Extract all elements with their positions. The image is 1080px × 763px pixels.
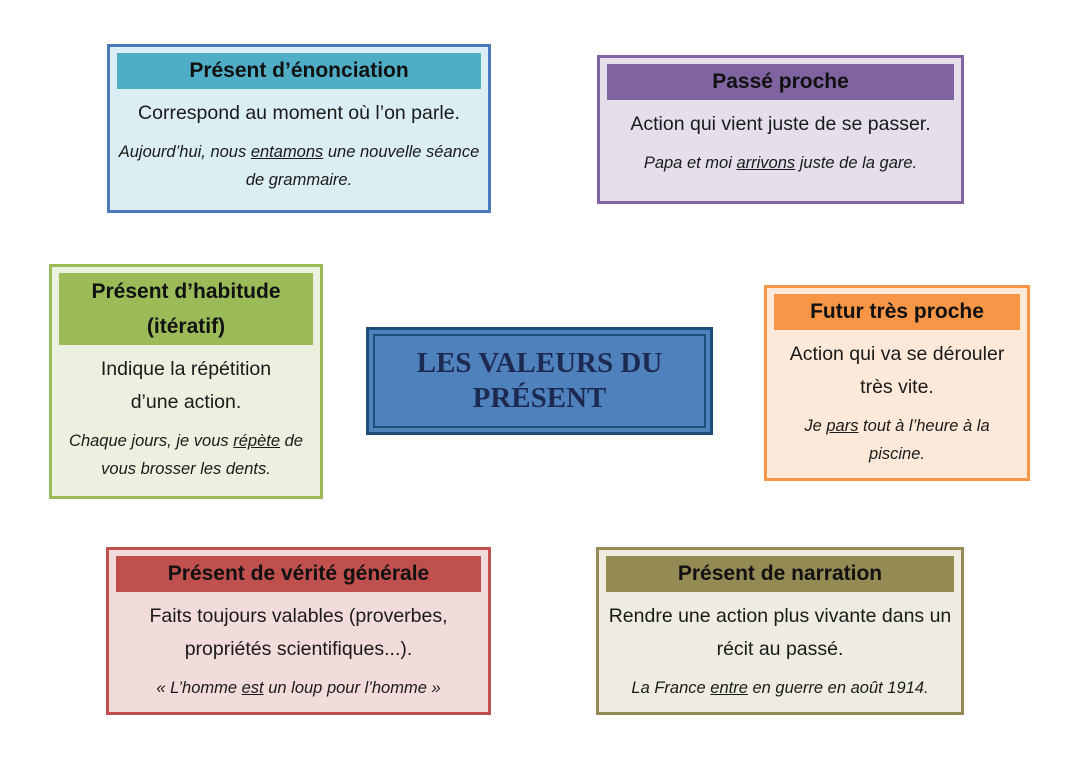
card-futur-proche bbox=[764, 285, 1030, 481]
card-example bbox=[599, 674, 961, 702]
card-definition: Action qui vient juste de se passer. bbox=[630, 113, 931, 135]
card-definition-line: Action qui va se dérouler bbox=[789, 343, 1005, 365]
example-verb: pars bbox=[826, 417, 859, 435]
example-text: « L’homme bbox=[156, 679, 242, 697]
card-present-narration bbox=[596, 547, 964, 715]
card-title: Passé proche bbox=[607, 64, 954, 100]
example-text: de vous brosser les dents. bbox=[101, 432, 303, 478]
card-definition: Correspond au moment où l’on parle. bbox=[138, 102, 460, 124]
card-present-enonciation bbox=[107, 44, 491, 213]
card-definition-line: Indique la répétition bbox=[100, 358, 272, 380]
center-title-line: LES VALEURS DU bbox=[416, 347, 663, 379]
example-text: Chaque jours, je vous bbox=[69, 432, 234, 450]
card-example bbox=[52, 427, 320, 483]
example-verb: arrivons bbox=[736, 154, 796, 172]
card-title-line: Présent d’habitude bbox=[91, 280, 281, 303]
center-title bbox=[417, 346, 663, 416]
example-verb: entre bbox=[710, 679, 748, 697]
card-definition bbox=[767, 338, 1027, 404]
example-text: tout à l’heure à la piscine. bbox=[858, 417, 990, 463]
example-text: juste de la gare. bbox=[795, 154, 918, 172]
example-text: une nouvelle séance de grammaire. bbox=[245, 143, 480, 189]
center-title-line: PRÉSENT bbox=[472, 382, 607, 414]
card-definition-line: d’une action. bbox=[130, 391, 242, 413]
card-example bbox=[600, 149, 961, 177]
example-text: Papa et moi bbox=[643, 154, 737, 172]
card-title: Présent de narration bbox=[606, 556, 954, 592]
card-definition: Faits toujours valables (proverbes, propriétés scientifiques...). bbox=[149, 605, 448, 660]
card-verite-generale bbox=[106, 547, 491, 715]
card-definition bbox=[52, 353, 320, 419]
example-verb: entamons bbox=[250, 143, 324, 161]
card-title-line: (itératif) bbox=[146, 315, 226, 338]
card-title: Présent d’énonciation bbox=[117, 53, 481, 89]
example-verb: est bbox=[241, 679, 264, 697]
center-title-box bbox=[366, 327, 713, 435]
card-title: Futur très proche bbox=[774, 294, 1020, 330]
card-example bbox=[109, 674, 488, 702]
example-text: un loup pour l’homme » bbox=[263, 679, 441, 697]
card-example bbox=[767, 412, 1027, 468]
example-verb: répète bbox=[233, 432, 281, 450]
example-text: Aujourd’hui, nous bbox=[118, 143, 251, 161]
example-text: La France bbox=[631, 679, 711, 697]
card-passe-proche bbox=[597, 55, 964, 204]
example-text: Je bbox=[804, 417, 827, 435]
card-present-habitude bbox=[49, 264, 323, 499]
card-definition: Rendre une action plus vivante dans un récit au passé. bbox=[608, 605, 952, 660]
card-title bbox=[59, 273, 313, 345]
card-title: Présent de vérité générale bbox=[116, 556, 481, 592]
card-example bbox=[110, 138, 488, 194]
example-text: en guerre en août 1914. bbox=[747, 679, 929, 697]
card-definition-line: très vite. bbox=[860, 376, 934, 398]
